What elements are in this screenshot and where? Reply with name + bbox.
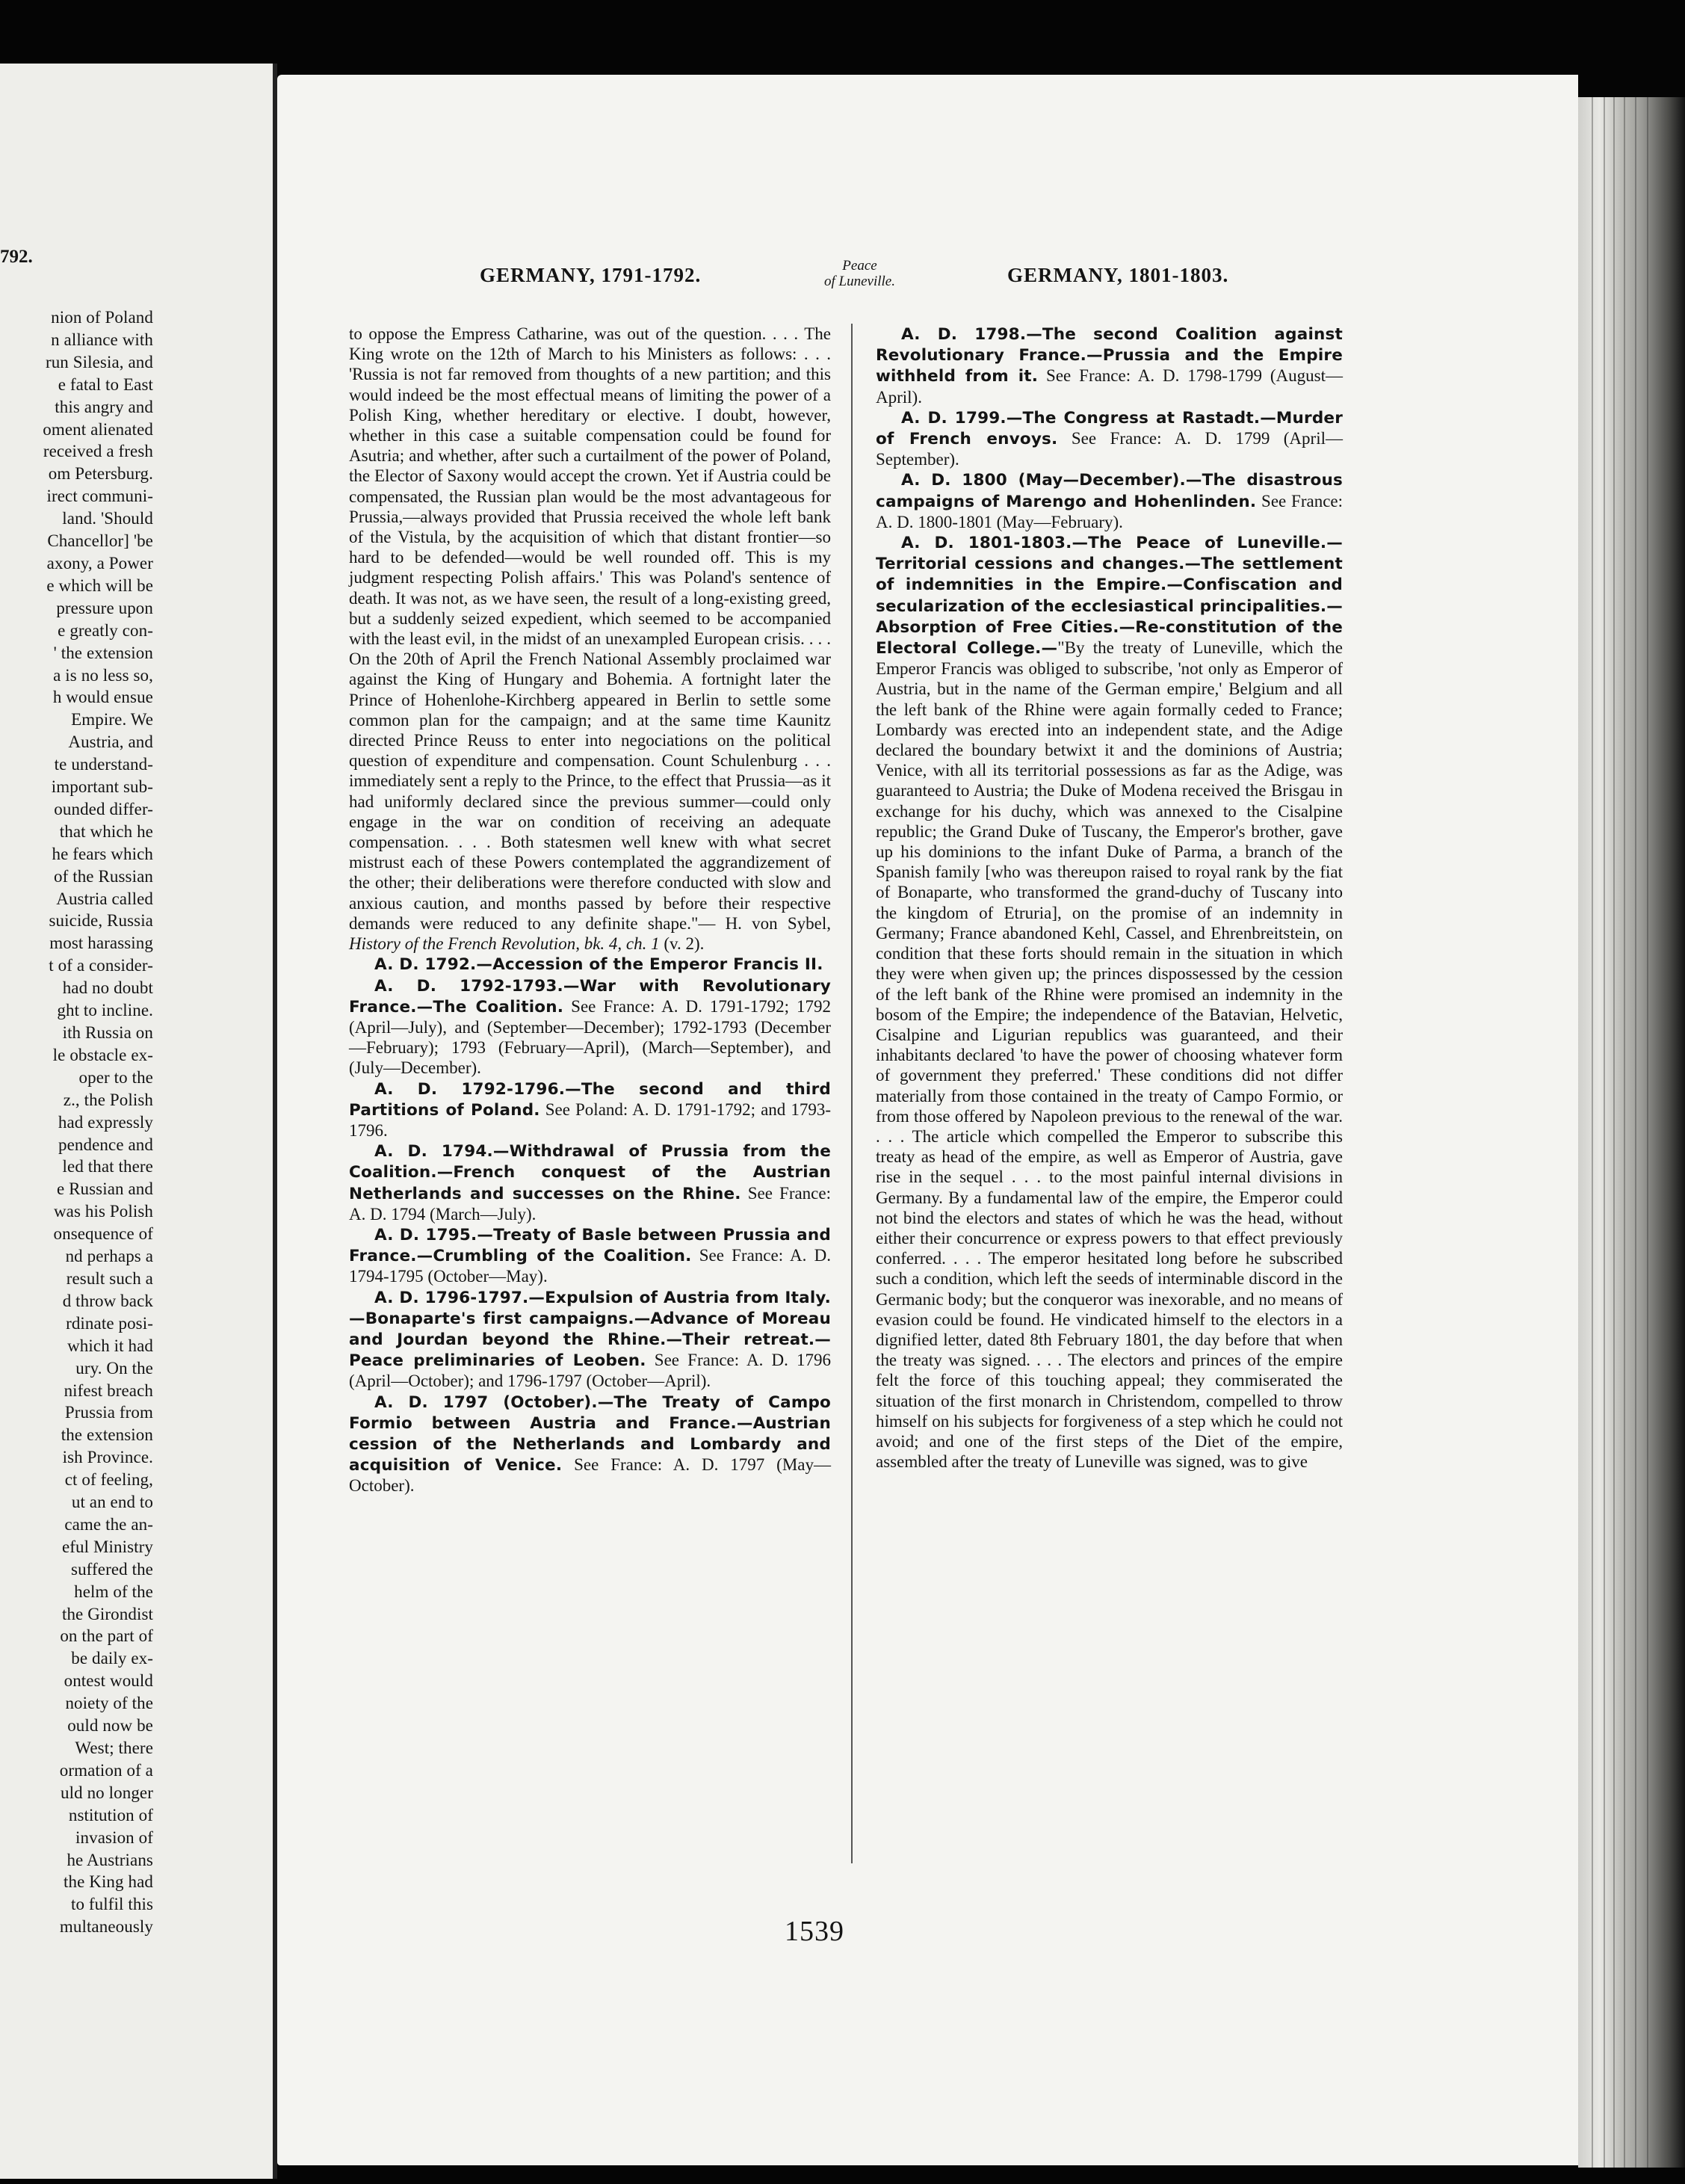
previous-page-line: om Petersburg. — [48, 464, 153, 484]
previous-page-line: nd perhaps a — [65, 1247, 153, 1266]
entry-1792-1793-heading: A. D. 1792-1793.—War with Revolutionary France.—The Coalition. — [349, 976, 831, 1017]
page-number: 1539 — [785, 1916, 844, 1947]
previous-page-line: had expressly — [58, 1112, 153, 1132]
previous-page-line: ould now be — [67, 1716, 153, 1736]
previous-page-line: on the part of — [60, 1626, 153, 1646]
running-head-topic — [824, 258, 895, 289]
previous-page-line: nion of Poland — [51, 308, 153, 327]
previous-page-line: suffered the — [71, 1559, 153, 1579]
previous-page-line: t of a consider- — [49, 956, 153, 975]
running-head-right: GERMANY, 1801-1803. — [1007, 264, 1229, 286]
sybel-citation-end: (v. 2). — [659, 934, 705, 954]
previous-page-line: ontest would — [64, 1671, 153, 1691]
entry-1800-see: See France: A. D. 1800-1801 (May—February). — [876, 491, 1343, 531]
previous-page-line: eful Ministry — [61, 1537, 153, 1556]
running-head-topic-line1: Peace — [842, 258, 877, 274]
entry-1801-1803-heading: A. D. 1801-1803.—The Peace of Luneville.—Territorial cessions and changes.—The settlement of indemnities in the Empire.—Confiscation and secularization of the ecclesiastical principalities.—Absorption of Free Cities.—Re-constitution of the Electoral College.— — [876, 534, 1343, 658]
previous-page-line: axony, a Power — [46, 553, 153, 573]
previous-page-line: West; there — [75, 1739, 153, 1757]
previous-page-line: the King had — [63, 1872, 153, 1892]
entry-1794 — [349, 1141, 831, 1224]
previous-page-line: ' the extension — [53, 643, 153, 662]
entry-1792-1796-see: See Poland: A. D. 1791-1792; and 1793-1796. — [349, 1099, 832, 1140]
previous-page-line: suicide, Russia — [49, 911, 153, 931]
previous-page-line: oment alienated — [43, 419, 153, 439]
previous-page-line: ct of feeling, — [64, 1470, 153, 1490]
previous-page-line: ith Russia on — [62, 1023, 153, 1042]
previous-page-line: land. 'Should — [62, 509, 153, 528]
entry-1801-1803 — [876, 532, 1343, 1472]
entry-1799-see: See France: A. D. 1799 (April—September). — [876, 429, 1343, 469]
previous-page-line: most harassing — [49, 934, 153, 953]
entry-1800-heading: A. D. 1800 (May—December).—The disastrous campaigns of Marengo and Hohenlinden. — [876, 471, 1343, 511]
previous-page-line: important sub- — [51, 777, 153, 797]
right-column — [876, 324, 1343, 1472]
previous-page-line: ght to incline. — [57, 1001, 153, 1020]
previous-page-line: onsequence of — [53, 1224, 153, 1244]
entry-1797-see: See France: A. D. 1797 (May—October). — [349, 1455, 831, 1496]
previous-page-line: ounded differ- — [54, 799, 153, 818]
previous-page-line: invasion of — [75, 1827, 153, 1847]
previous-page-line: d throw back — [62, 1291, 153, 1310]
previous-page-line: run Silesia, and — [45, 352, 153, 371]
entry-1792-1796-heading: A. D. 1792-1796.—The second and third Partitions of Poland. — [349, 1079, 831, 1120]
previous-page-line: le obstacle ex- — [52, 1045, 153, 1064]
entry-1792 — [349, 954, 831, 975]
previous-page-line: pendence and — [58, 1135, 153, 1154]
previous-page-line: result such a — [66, 1268, 153, 1288]
previous-page-line: e greatly con- — [58, 620, 153, 640]
entry-1796-1797-heading: A. D. 1796-1797.—Expulsion of Austria from Italy.—Bonaparte's first campaigns.—Advance of Moreau and Jourdan beyond the Rhine.—Their retreat.—Peace preliminaries of Leoben. — [349, 1288, 831, 1371]
previous-page-line: h would ensue — [52, 688, 153, 707]
entry-1801-1803-text: "By the treaty of Luneville, which the Emperor Francis was obliged to subscribe, 'not only as Emperor of Austria, but in the name of the German empire,' Belgium and all the left bank of the Rhine were again formally ceded to France; Lombardy was erected into an independent state, and the Adige declared the boundary betwixt it and the dominions of Austria; Venice, with all its territorial possessions as far as the Adige, was guaranteed to Austria; the Duke of Modena received the Brisgau in exchange for his duchy, which was annexed to the Cisalpine republic; the Grand Duke of Tuscany, the Emperor's brother, gave up his dominions to the infant Duke of Parma, a branch of the Spanish family [who was thereupon raised to royal rank by the fiat of Bonaparte, who transformed the grand-duchy of Tuscany into the kingdom of Etruria], on the promise of an indemnity in Germany; France abandoned Kehl, Cassel, and Ehrenbreitstein, on condition that these forts should remain in the situation in which they were when given up; the princes dispossessed by the cession of the left bank of the Rhine were promised an indemnity in the bosom of the Empire; the independence of the Batavian, Helvetic, Cisalpine and Ligurian republics was guaranteed, and their inhabitants declared 'to have the power of choosing whatever form of government they preferred.' These conditions did not differ materially from those contained in the treaty of Campo Formio, or from those offered by Napoleon previous to the renewal of the war. . . . The article which compelled the Emperor to subscribe this treaty as head of the empire, as well as Emperor of Austria, gave rise in the sequel . . . to the most painful internal divisions in Germany. By a fundamental law of the empire, the Emperor could not bind the electors and states of which he was the head, without either their concurrence or express powers to that effect previously conferred. . . . The emperor hesitated long before he subscribed such a condition, which left the seeds of interminable discord in the Germanic body; but the conqueror was inexorable, and no means of evasion could be found. He vindicated himself to the electors in a dignified letter, dated 8th February 1801, the day before that when the treaty was signed. . . . The electors and princes of the empire felt the force of this touching appeal; they commiserated the situation of the first monarch in Christendom, compelled to throw himself on his subjects for forgiveness of a step which he could not avoid; and one of the first steps of the Diet of the empire, assembled after the treaty of Luneville was signed, was to give — [876, 638, 1343, 1472]
previous-page-line: ury. On the — [75, 1358, 153, 1378]
previous-page-line: irect communi- — [46, 487, 153, 506]
column-rule — [851, 324, 853, 1863]
previous-page-line: oper to the — [78, 1067, 153, 1087]
previous-page-line: that which he — [59, 821, 153, 841]
entry-1795-heading: A. D. 1795.—Treaty of Basle between Prussia and France.—Crumbling of the Coalition. — [349, 1225, 831, 1266]
previous-page-line: ormation of a — [59, 1760, 153, 1780]
previous-page-line: of the Russian — [54, 866, 153, 886]
previous-page-line: the Girondist — [61, 1604, 153, 1623]
entry-1795-see: See France: A. D. 1794-1795 (October—May). — [349, 1246, 831, 1286]
entry-1799 — [876, 407, 1343, 470]
previous-page-line: was his Polish — [53, 1202, 153, 1221]
previous-page-line: n alliance with — [51, 330, 153, 349]
previous-page-line: nstitution of — [68, 1805, 153, 1824]
running-head-topic-line2: of Luneville. — [824, 274, 895, 289]
previous-page-line: came the an- — [64, 1514, 153, 1534]
entry-1797 — [349, 1392, 831, 1496]
previous-page-line: rdinate posi- — [66, 1313, 153, 1333]
page-edge — [1578, 97, 1685, 2168]
entry-1792-1796 — [349, 1079, 831, 1141]
previous-page-line: had no doubt — [62, 978, 153, 998]
entry-1795 — [349, 1224, 831, 1287]
previous-page-line: ish Province. — [62, 1448, 153, 1467]
previous-page-line: e which will be — [46, 576, 153, 595]
previous-page-line: Austria, and — [68, 732, 153, 752]
previous-page-line: received a fresh — [43, 442, 153, 461]
sybel-quote — [349, 324, 831, 954]
left-column — [349, 324, 831, 1496]
previous-page-line: Prussia from — [64, 1403, 153, 1422]
previous-page-line: this angry and — [55, 397, 153, 416]
previous-page-line: which it had — [67, 1336, 153, 1355]
entry-1796-1797-see: See France: A. D. 1796 (April—October); and 1796-1797 (October—April). — [349, 1351, 831, 1391]
previous-page-number: 792. — [0, 247, 33, 267]
previous-page-line: multaneously — [59, 1917, 153, 1937]
entry-1798-heading: A. D. 1798.—The second Coalition against Revolutionary France.—Prussia and the Empire withheld from it. — [876, 325, 1343, 386]
entry-1798 — [876, 324, 1343, 407]
running-head-left: GERMANY, 1791-1792. — [480, 264, 702, 286]
previous-page-line: to fulfil this — [70, 1895, 153, 1914]
previous-page-line: nifest breach — [64, 1381, 153, 1400]
entry-1792-heading: A. D. 1792.—Accession of the Emperor Francis II. — [374, 955, 823, 975]
sybel-citation: History of the French Revolution, bk. 4, ch. 1 — [349, 934, 660, 954]
previous-page-line: Empire. We — [71, 710, 153, 729]
entry-1792-1793 — [349, 975, 831, 1079]
previous-page — [0, 64, 273, 2179]
previous-page-line: te understand- — [54, 755, 153, 774]
previous-page-line: uld no longer — [61, 1783, 153, 1802]
previous-page-line: noiety of the — [65, 1694, 153, 1713]
running-head — [0, 258, 1685, 303]
previous-page-line: led that there — [62, 1157, 153, 1176]
entry-1797-heading: A. D. 1797 (October).—The Treaty of Campo Formio between Austria and France.—Austrian cession of the Netherlands and Lombardy and acquisition of Venice. — [349, 1392, 831, 1475]
previous-page-line: e Russian and — [56, 1179, 153, 1199]
previous-page-text — [0, 306, 157, 1938]
entry-1799-heading: A. D. 1799.—The Congress at Rastadt.—Murder of French envoys. — [876, 408, 1343, 449]
entry-1798-see: See France: A. D. 1798-1799 (August—April). — [876, 366, 1343, 407]
entry-1794-heading: A. D. 1794.—Withdrawal of Prussia from the Coalition.—French conquest of the Austrian Netherlands and successes on the Rhine. — [349, 1142, 831, 1203]
entry-1796-1797 — [349, 1287, 831, 1392]
previous-page-line: pressure upon — [56, 598, 153, 617]
previous-page-line: Chancellor] 'be — [47, 531, 153, 551]
previous-page-line: he Austrians — [67, 1850, 153, 1869]
entry-1792-1793-see: See France: A. D. 1791-1792; 1792 (April—July), and (September—December); 1792-1793 (December—February); 1793 (February—April), (March—September), and (July—December). — [349, 996, 831, 1078]
previous-page-line: he fears which — [52, 844, 153, 863]
previous-page-line: be daily ex- — [71, 1649, 153, 1668]
entry-1800 — [876, 469, 1343, 532]
previous-page-line: helm of the — [74, 1582, 153, 1601]
sybel-quote-text: to oppose the Empress Catharine, was out of the question. . . . The King wrote on the 12th of March to his Ministers as follows: . . . 'Russia is not far removed from thoughts of a new partition; and this would indeed be the most effectual means of limiting the power of a Polish King, whether hereditary or elective. I doubt, however, whether in this case a suitable compensation could be found for Asutria; and whether, after such a curtailment of the power of Poland, the Elector of Saxony would accept the crown. Yet if Austria could be compensated, the Russian plan would be the most advantageous for Prussia,—always provided that Prussia received the whole left bank of the Vistula, by the acquisition of which that distant frontier—so hard to be defended—would be well rounded off. This is my judgment respecting Polish affairs.' This was Poland's sentence of death. It was not, as we have seen, the result of a long-existing greed, but a suddenly seized expedient, which seemed to be accompanied with the least evil, in the midst of an unexampled European crisis. . . . On the 20th of April the French National Assembly proclaimed war against the King of Hungary and Bohemia. A fortnight later the Prince of Hohenlohe-Kirchberg appeared in Berlin to settle some common plan for the campaign; and at the same time Kaunitz directed Prince Reuss to enter into negociations on the political question of expenditure and compensation. Count Schulenburg . . . immediately sent a reply to the Prince, to the effect that Prussia—as it had uniformly declared since the previous summer—could only engage in the war on condition of receiving an adequate compensation. . . . Both statesmen well knew with what secret mistrust each of these Powers contemplated the aggrandizement of the other; their deliberations were therefore conducted with slow and anxious caution, and months passed by before their respective demands were reduced to any definite shape."— H. von Sybel, — [349, 324, 831, 933]
previous-page-line: ut an end to — [71, 1493, 153, 1512]
previous-page-line: a is no less so, — [53, 665, 153, 685]
previous-page-line: Austria called — [56, 889, 153, 908]
previous-page-line: e fatal to East — [58, 374, 153, 394]
previous-page-line: the extension — [61, 1425, 153, 1445]
previous-page-line: z., the Polish — [63, 1090, 153, 1109]
entry-1794-see: See France: A. D. 1794 (March—July). — [349, 1183, 831, 1224]
